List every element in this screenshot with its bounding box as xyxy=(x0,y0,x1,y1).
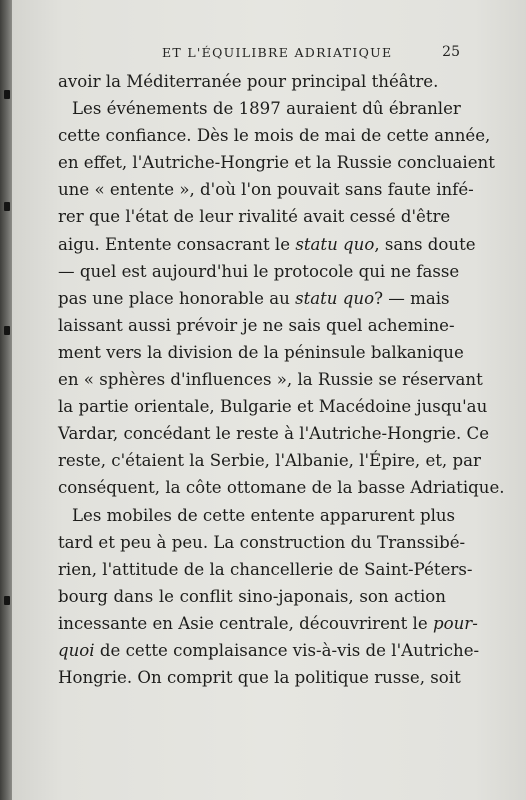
italic-term: quoi xyxy=(58,640,95,660)
running-head xyxy=(12,45,526,63)
text-line: cette confiance. Dès le mois de mai de cette année, xyxy=(58,126,491,146)
text-line: ment vers la division de la péninsule balkanique xyxy=(58,342,464,362)
text-line: rer que l'état de leur rivalité avait cessé d'être xyxy=(58,207,451,227)
text-line: Les mobiles de cette entente apparurent plus xyxy=(72,505,456,525)
text-line: en « sphères d'influences », la Russie se réservant xyxy=(58,370,483,390)
binding-mark xyxy=(4,326,10,335)
running-head-title: ET L'ÉQUILIBRE ADRIATIQUE xyxy=(162,45,393,60)
text-line: rien, l'attitude de la chancellerie de Saint-Péters- xyxy=(58,559,473,579)
book-page xyxy=(12,0,526,800)
text-segment: incessante en Asie centrale, découvrirent le xyxy=(58,613,428,633)
text-segment: , sans doute xyxy=(374,234,476,254)
italic-term: pour- xyxy=(432,613,478,633)
text-line xyxy=(58,610,478,637)
text-line: Vardar, concédant le reste à l'Autriche-Hongrie. Ce xyxy=(58,424,490,444)
text-line: Les événements de 1897 auraient dû ébranler xyxy=(72,99,461,119)
text-line: une « entente », d'où l'on pouvait sans faute infé- xyxy=(58,180,474,200)
text-line: bourg dans le conflit sino-japonais, son action xyxy=(58,586,446,606)
text-line xyxy=(58,285,450,312)
text-line: la partie orientale, Bulgarie et Macédoine jusqu'au xyxy=(58,397,488,417)
text-segment: ? — mais xyxy=(374,288,450,308)
text-segment: pas une place honorable au xyxy=(58,288,290,308)
italic-term: statu quo xyxy=(295,288,375,308)
text-line: — quel est aujourd'hui le protocole qui ne fasse xyxy=(58,261,460,281)
text-line: avoir la Méditerranée pour principal théâtre. xyxy=(58,72,439,91)
binding-mark xyxy=(4,90,10,99)
text-line: conséquent, la côte ottomane de la basse Adriatique. xyxy=(58,478,505,498)
book-gutter-edge xyxy=(0,0,12,800)
binding-mark xyxy=(4,596,10,605)
text-line: reste, c'étaient la Serbie, l'Albanie, l'Épire, et, par xyxy=(58,451,481,471)
italic-term: statu quo xyxy=(295,234,375,254)
text-line: tard et peu à peu. La construction du Transsibé- xyxy=(58,532,466,552)
text-line xyxy=(58,637,480,664)
text-segment: aigu. Entente consacrant le xyxy=(58,234,291,254)
text-line: Hongrie. On comprit que la politique russe, soit xyxy=(58,668,461,688)
text-line: laissant aussi prévoir je ne sais quel achemine- xyxy=(58,315,455,335)
text-line xyxy=(58,231,476,258)
binding-mark xyxy=(4,202,10,211)
text-line: en effet, l'Autriche-Hongrie et la Russie concluaient xyxy=(58,153,495,173)
body-text xyxy=(58,68,505,691)
text-segment: de cette complaisance vis-à-vis de l'Autriche- xyxy=(99,640,480,660)
page-number: 25 xyxy=(442,44,460,60)
